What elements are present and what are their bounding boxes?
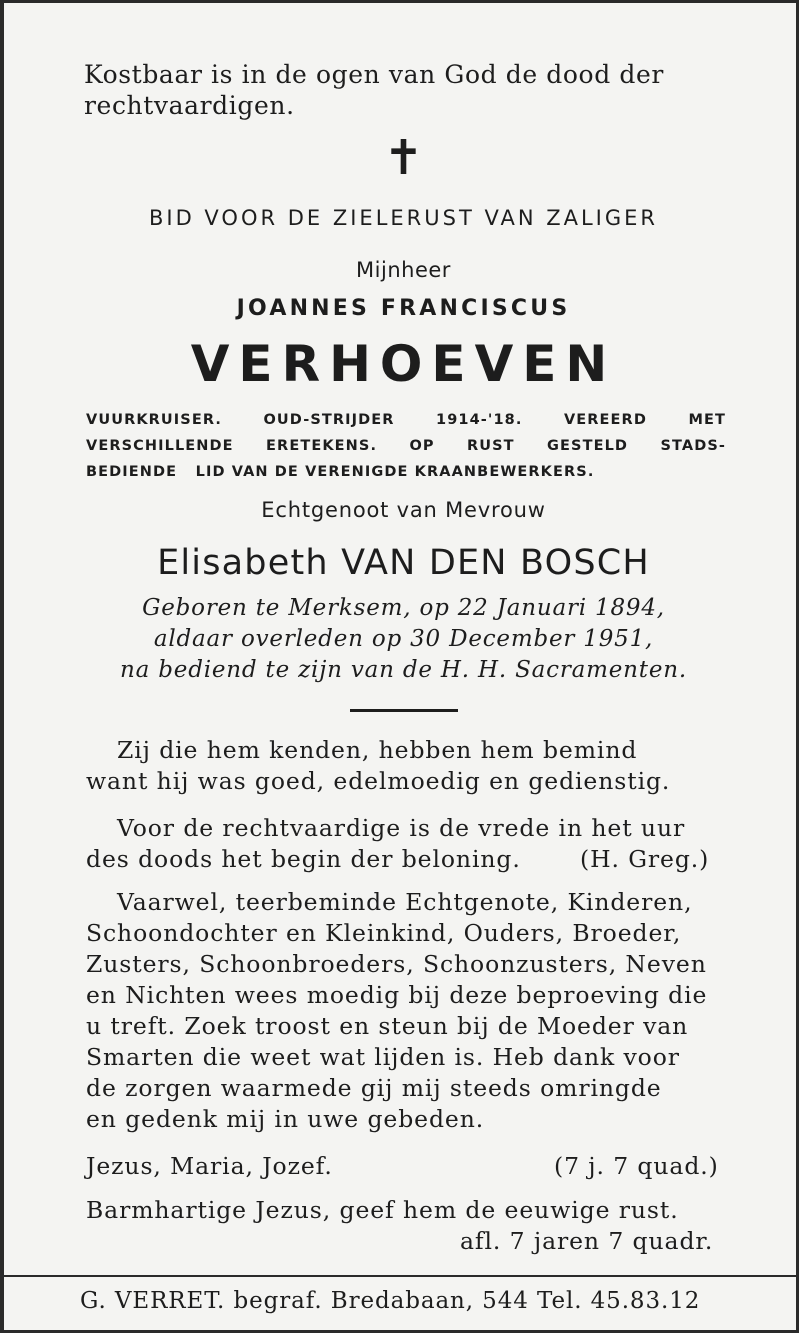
spouse-intro: Echtgenoot van Mevrouw <box>261 498 546 522</box>
first-names: JOANNES FRANCISCUS <box>236 296 571 321</box>
prayer-header: BID VOOR DE ZIELERUST VAN ZALIGER <box>148 206 659 230</box>
paragraph-3-line-3: Zusters, Schoonbroeders, Schoonzusters, Neven <box>86 950 707 978</box>
paragraph-2-line-2: des doods het begin der beloning. <box>86 845 521 873</box>
indulgence-2: afl. 7 jaren 7 quadr. <box>460 1227 714 1255</box>
paragraph-3-line-8: en gedenk mij in uwe gebeden. <box>86 1105 485 1133</box>
death-line: aldaar overleden op 30 December 1951, <box>153 626 654 652</box>
paragraph-3-line-5: u treft. Zoek troost en steun bij de Moeder van <box>86 1012 689 1040</box>
birth-line: Geboren te Merksem, op 22 Januari 1894, <box>142 595 665 621</box>
invocation-1: Jezus, Maria, Jozef. <box>86 1152 333 1180</box>
paragraph-1-line-2: want hij was goed, edelmoedig en gedienstig. <box>86 767 671 795</box>
opening-verse <box>84 59 664 121</box>
indulgence-1: (7 j. 7 quad.) <box>554 1152 719 1180</box>
invocation-2: Barmhartige Jezus, geef hem de eeuwige rust. <box>86 1196 679 1224</box>
divider <box>350 709 458 712</box>
sacraments-line: na bediend te zijn van de H. H. Sacramenten. <box>120 657 687 683</box>
footer-divider <box>4 1275 799 1277</box>
spouse-name: Elisabeth VAN DEN BOSCH <box>157 543 650 583</box>
paragraph-1-line-1: Zij die hem kenden, hebben hem bemind <box>117 736 638 764</box>
cross-icon: ✝ <box>383 130 424 186</box>
paragraph-3-line-1: Vaarwel, teerbeminde Echtgenote, Kinderen, <box>117 888 693 916</box>
honorific: Mijnheer <box>356 258 451 282</box>
paragraph-2-source: (H. Greg.) <box>580 845 710 873</box>
occupation-line-3: BEDIENDE LID VAN DE VERENIGDE KRAANBEWERKERS. <box>86 464 595 480</box>
opening-verse-line-1: Kostbaar is in de ogen van God de dood der <box>84 60 664 89</box>
opening-verse-line-2: rechtvaardigen. <box>84 91 295 120</box>
paragraph-3-line-6: Smarten die weet wat lijden is. Heb dank voor <box>86 1043 680 1071</box>
paragraph-3-line-2: Schoondochter en Kleinkind, Ouders, Broeder, <box>86 919 682 947</box>
paragraph-2-line-1: Voor de rechtvaardige is de vrede in het uur <box>117 814 686 842</box>
paragraph-3-line-7: de zorgen waarmede gij mij steeds omringde <box>86 1074 662 1102</box>
printer-imprint: G. VERRET. begraf. Bredabaan, 544 Tel. 45.83.12 <box>80 1288 701 1314</box>
surname: VERHOEVEN <box>190 335 617 393</box>
occupation-line-1: VUURKRUISER. OUD-STRIJDER 1914-'18. VEREERD MET <box>86 412 726 428</box>
occupation-line-2: VERSCHILLENDE ERETEKENS. OP RUST GESTELD STADS- <box>86 438 726 454</box>
paragraph-3-line-4: en Nichten wees moedig bij deze beproeving die <box>86 981 708 1009</box>
